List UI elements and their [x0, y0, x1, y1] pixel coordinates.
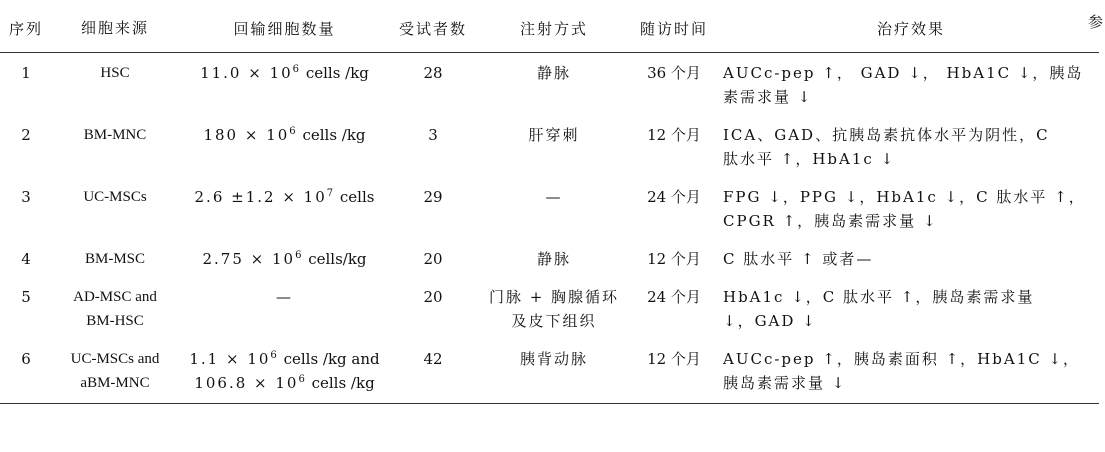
header-injection-method: 注射方式 [475, 10, 633, 52]
cell-effect-line: ↓，GAD ↓ [723, 311, 817, 330]
dose-exponent: 6 [270, 349, 279, 361]
table-row [0, 339, 1099, 404]
cell-source [52, 115, 178, 177]
table-row [0, 115, 1099, 177]
header-cut-glyph: 参 [1087, 13, 1105, 31]
cell-subjects: 28 [423, 63, 443, 82]
cell-source-line: HSC [100, 64, 130, 81]
row-index: 1 [21, 63, 31, 82]
row-index: 4 [21, 249, 31, 268]
dose-unit: cells /kg [297, 125, 366, 144]
cell-effect [715, 52, 1099, 115]
cell-effect-line: 素需求量 ↓ [723, 87, 813, 106]
cell-source-line: AD-MSC and [73, 288, 157, 305]
cell-subjects: 42 [391, 339, 475, 404]
cell-dose [178, 52, 391, 115]
dose-mantissa: 106.8 × 10 [194, 373, 299, 392]
cell-subjects: 20 [423, 249, 443, 268]
cell-injection-line: 静脉 [536, 249, 571, 268]
cell-injection-method [475, 277, 633, 339]
dose-exponent: 7 [326, 187, 336, 199]
cell-injection-line: — [545, 187, 563, 206]
row-index: 6 [0, 339, 52, 404]
row-index: 5 [21, 287, 31, 306]
cell-followup: 36 个月 [647, 63, 701, 82]
cell-effect [715, 277, 1099, 339]
header-subjects: 受试者数 [391, 10, 475, 52]
cell-dose-line [178, 123, 391, 147]
cell-dose [178, 277, 391, 339]
dose-mantissa: 2.75 × 10 [202, 249, 296, 268]
cell-source [52, 339, 178, 404]
cell-source [52, 52, 178, 115]
cell-source-line: aBM-MNC [80, 374, 150, 391]
cell-injection-method [475, 52, 633, 115]
cell-injection-method [475, 177, 633, 239]
cell-injection-method [475, 115, 633, 177]
cell-subjects: 29 [423, 187, 443, 206]
cell-source-line: UC-MSCs [83, 188, 147, 205]
cell-injection-line: 静脉 [536, 63, 571, 82]
header-effect-label: 治疗效果 [876, 19, 945, 38]
row-index: 2 [21, 125, 31, 144]
cell-effect [715, 115, 1099, 177]
stem-cell-therapy-table [0, 10, 1105, 404]
cell-effect-line: HbA1c ↓，C 肽水平 ↑，胰岛素需求量 [723, 287, 1035, 306]
cell-followup: 12 个月 [647, 125, 701, 144]
dose-mantissa: 180 × 10 [203, 125, 290, 144]
cell-effect-line: C 肽水平 ↑ 或者— [723, 249, 874, 268]
cell-dose-line [178, 347, 391, 371]
cell-injection-method [475, 239, 633, 277]
dose-unit: cells /kg [306, 373, 375, 392]
cell-dose-line [178, 247, 391, 271]
cell-effect-line: FPG ↓，PPG ↓，HbA1c ↓，C 肽水平 ↑， [723, 187, 1086, 206]
header-cell-count: 回输细胞数量 [178, 10, 391, 52]
dose-mantissa: 11.0 × 10 [200, 63, 293, 82]
cell-dose-line [178, 371, 391, 395]
cell-effect-line: ICA、GAD、抗胰岛素抗体水平为阴性，C [723, 125, 1050, 144]
cell-dose-line [178, 185, 391, 209]
cell-subjects: 20 [423, 287, 443, 306]
dose-mantissa: 1.1 × 10 [189, 349, 271, 368]
dose-unit: cells [335, 187, 375, 206]
table-row [0, 177, 1099, 239]
cell-subjects: 3 [428, 125, 438, 144]
cell-dose [178, 239, 391, 277]
header-cell-source: 细胞来源 [52, 10, 178, 52]
cell-effect-line: 胰岛素需求量 ↓ [723, 373, 847, 392]
cell-effect [715, 339, 1099, 404]
header-effect [715, 10, 1105, 52]
cell-injection-line: 及皮下组织 [511, 311, 597, 330]
dose-unit: cells /kg and [278, 349, 380, 368]
cell-effect [715, 177, 1099, 239]
cell-followup: 12 个月 [633, 339, 715, 404]
table-row [0, 52, 1099, 115]
cell-source-line: UC-MSCs and [70, 350, 160, 367]
dose-exponent: 6 [295, 249, 304, 261]
dose-mantissa: — [276, 287, 293, 306]
dose-exponent: 6 [292, 63, 302, 75]
cell-source [52, 239, 178, 277]
cell-injection-method [475, 339, 633, 404]
dose-mantissa: 2.6 ±1.2 × 10 [194, 187, 327, 206]
cell-injection-line: 胰背动脉 [519, 349, 588, 368]
table-row [0, 239, 1099, 277]
cell-followup: 24 个月 [647, 187, 701, 206]
cell-dose-line [178, 285, 391, 309]
cell-effect-line: CPGR ↑，胰岛素需求量 ↓ [723, 211, 938, 230]
cell-source [52, 277, 178, 339]
dose-unit: cells /kg [301, 63, 369, 82]
cell-effect-line: AUCc-pep ↑， GAD ↓， HbA1C ↓，胰岛 [723, 63, 1084, 82]
header-followup: 随访时间 [633, 10, 715, 52]
row-index: 3 [21, 187, 31, 206]
header-row [0, 10, 1099, 52]
cell-dose [178, 177, 391, 239]
cell-effect-line: AUCc-pep ↑，胰岛素面积 ↑，HbA1C ↓， [723, 349, 1081, 368]
table-row [0, 277, 1099, 339]
cell-effect [715, 239, 1099, 277]
dose-exponent: 6 [289, 125, 298, 137]
cell-source-line: BM-MNC [83, 126, 147, 143]
dose-exponent: 6 [298, 373, 307, 385]
cell-followup: 12 个月 [647, 249, 701, 268]
cell-dose [178, 339, 391, 404]
cell-dose-line [178, 61, 391, 85]
cell-followup: 24 个月 [647, 287, 701, 306]
header-index: 序列 [0, 10, 52, 52]
cell-source-line: BM-HSC [86, 312, 144, 329]
cell-effect-line: 肽水平 ↑，HbA1c ↓ [723, 149, 896, 168]
cell-injection-line: 门脉 + 胸腺循环 [488, 287, 620, 306]
cell-injection-line: 肝穿刺 [528, 125, 580, 144]
cell-source-line: BM-MSC [84, 250, 146, 267]
cell-dose [178, 115, 391, 177]
dose-unit: cells/kg [303, 249, 367, 268]
cell-source [52, 177, 178, 239]
